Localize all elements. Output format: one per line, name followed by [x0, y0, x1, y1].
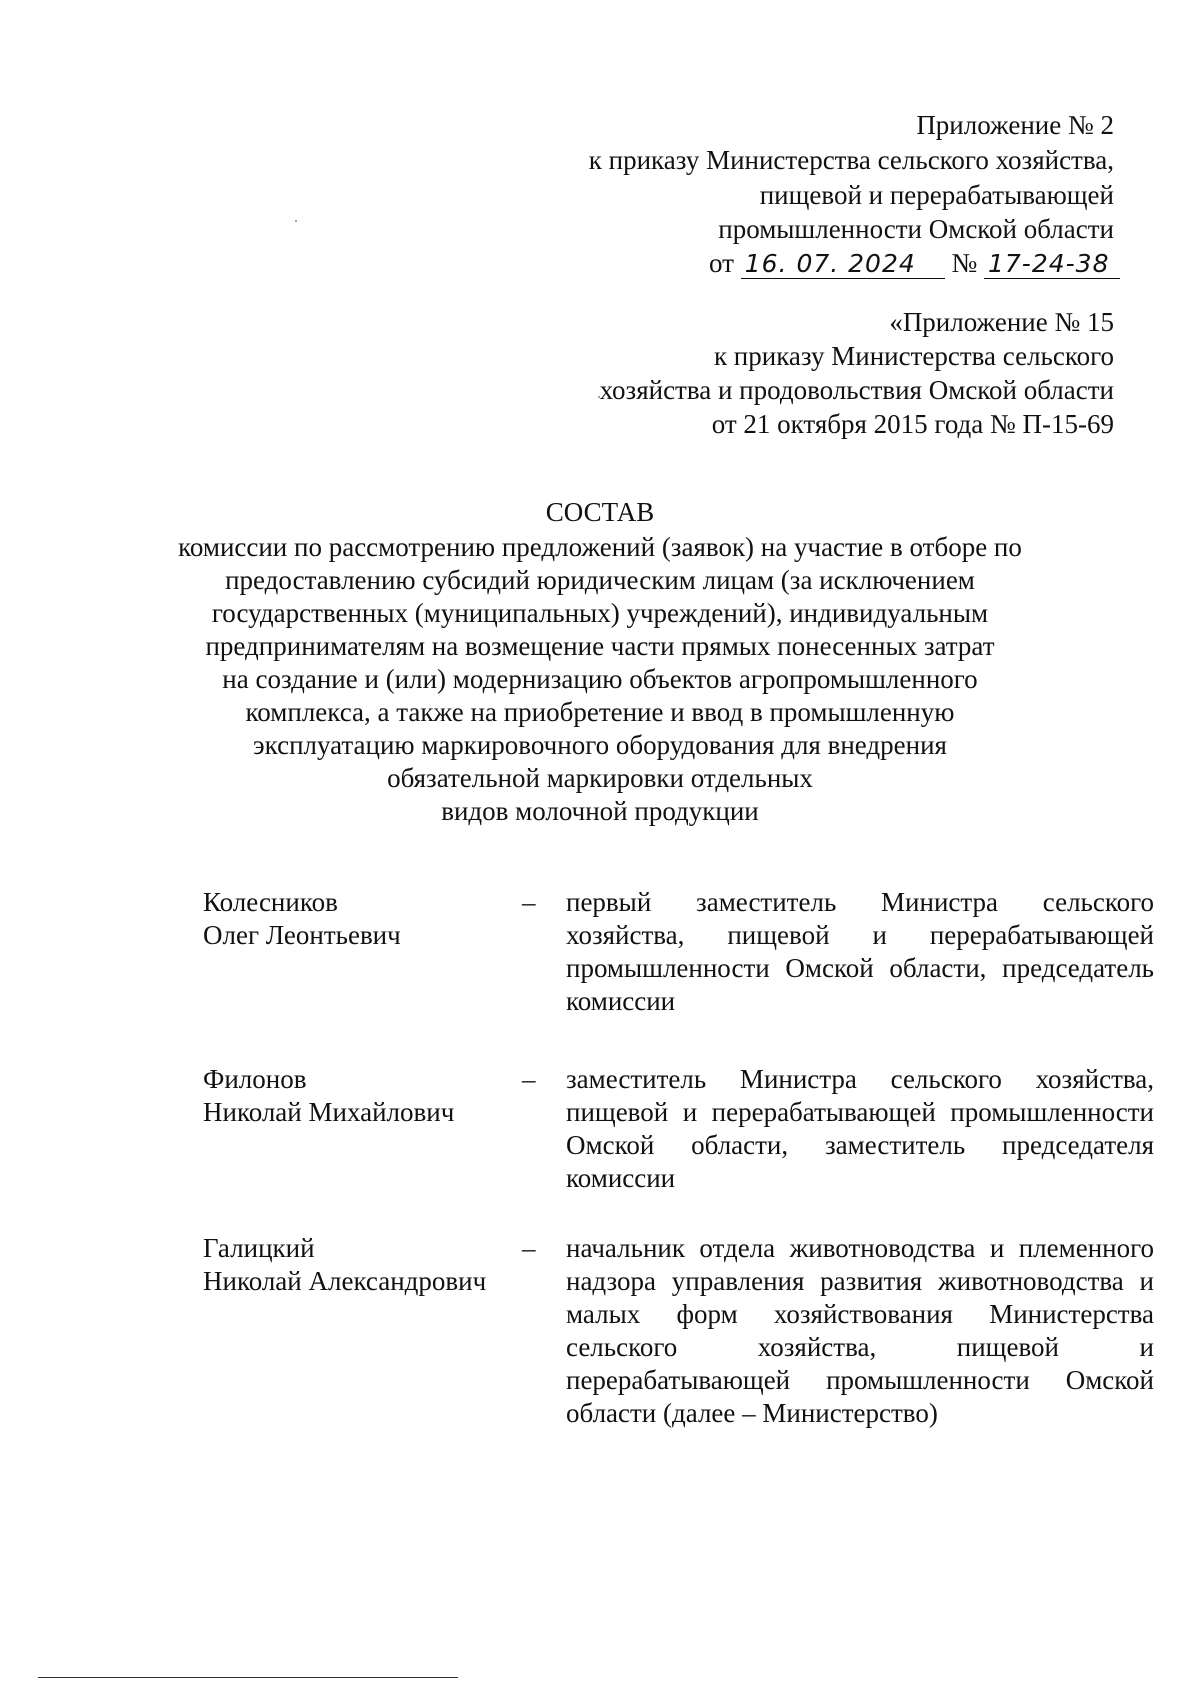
member-name	[203, 1063, 454, 1129]
title-line: обязательной маркировки отдельных	[387, 763, 813, 793]
title-line: на создание и (или) модернизацию объектов агропромышленного	[222, 664, 978, 694]
member-name	[203, 1232, 486, 1298]
footer-rule	[38, 1677, 458, 1678]
scan-speck	[598, 396, 600, 398]
member-role: начальник отдела животноводства и племенного надзора управления развития животноводства и малых форм хозяйствования Министерства сельского хозяйства, пищевой и перерабатывающей промышленности Омской области (далее – Министерство)	[566, 1233, 1154, 1428]
original-appendix-number: «Приложение № 15	[889, 307, 1114, 337]
title-line: комиссии по рассмотрению предложений (заявок) на участие в отборе по	[178, 532, 1022, 562]
member-role: заместитель Министра сельского хозяйства, пищевой и перерабатывающей промышленности Омской области, заместитель председателя комиссии	[566, 1064, 1154, 1193]
scan-speck	[295, 220, 297, 222]
original-appendix-ministry-line: хозяйства и продовольствия Омской области	[599, 375, 1114, 405]
appendix-ministry-line: пищевой и перерабатывающей	[759, 180, 1114, 210]
member-given-names: Николай Александрович	[203, 1266, 487, 1296]
original-appendix-date-line: от 21 октября 2015 года № П-15-69	[711, 409, 1114, 439]
title-line: предоставлению субсидий юридическим лицам (за исключением	[225, 565, 975, 595]
member-surname: Колесников	[203, 887, 338, 917]
number-prefix: №	[951, 248, 978, 278]
title-line: государственных (муниципальных) учреждений), индивидуальным	[211, 598, 989, 628]
member-surname: Филонов	[203, 1064, 307, 1094]
member-dash: –	[522, 1233, 536, 1263]
appendix-date-number-line	[709, 248, 1120, 279]
title-line: комплекса, а также на приобретение и ввод в промышленную	[245, 697, 955, 727]
title-line: видов молочной продукции	[441, 796, 759, 826]
handwritten-date: 16. 07. 2024	[741, 250, 945, 279]
member-role: первый заместитель Министра сельского хозяйства, пищевой и перерабатывающей промышленности Омской области, председатель комиссии	[566, 887, 1154, 1016]
original-appendix-order-ref: к приказу Министерства сельского	[713, 341, 1114, 371]
title-line: эксплуатацию маркировочного оборудования для внедрения	[253, 730, 947, 760]
appendix-order-ref: к приказу Министерства сельского хозяйства,	[588, 145, 1114, 175]
member-name	[203, 886, 401, 952]
appendix-number: Приложение № 2	[916, 110, 1114, 140]
title-heading: СОСТАВ	[545, 497, 655, 527]
member-surname: Галицкий	[203, 1233, 315, 1263]
member-dash: –	[522, 887, 536, 917]
member-given-names: Николай Михайлович	[203, 1097, 455, 1127]
appendix-region-line: промышленности Омской области	[718, 214, 1114, 244]
member-given-names: Олег Леонтьевич	[203, 920, 401, 950]
handwritten-number: 17-24-38	[984, 250, 1120, 279]
title-line: предпринимателям на возмещение части прямых понесенных затрат	[205, 631, 995, 661]
date-prefix: от	[709, 248, 734, 278]
member-dash: –	[522, 1064, 536, 1094]
